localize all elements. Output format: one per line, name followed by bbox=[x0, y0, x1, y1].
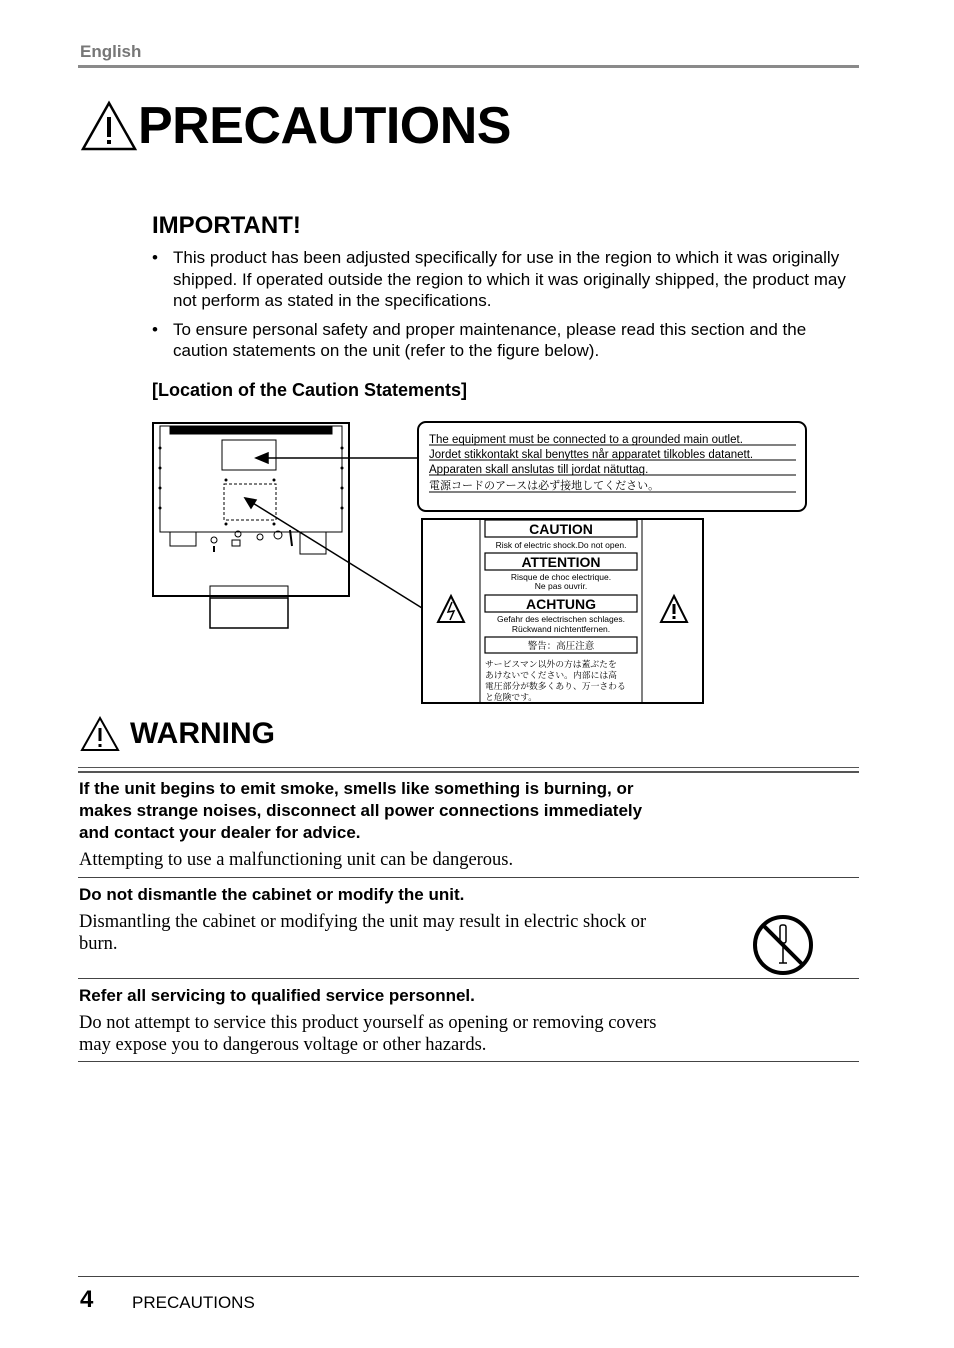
warning-item-2-title: Do not dismantle the cabinet or modify the unit. bbox=[79, 885, 465, 904]
footer-rule bbox=[78, 1276, 859, 1277]
achtung-text-1: Gefahr des electrischen schlages. bbox=[496, 614, 626, 624]
header-rule bbox=[78, 65, 859, 68]
page-title: PRECAUTIONS bbox=[138, 97, 511, 155]
bullet-glyph: • bbox=[152, 248, 158, 267]
caution-location-diagram bbox=[150, 418, 810, 708]
warning-item-3-title: Refer all servicing to qualified service personnel. bbox=[79, 986, 475, 1005]
bullet-glyph: • bbox=[152, 319, 158, 339]
attention-text-1: Risque de choc electrique. bbox=[510, 572, 612, 582]
body-line: Dismantling the cabinet or modifying the unit may result in electric shock or bbox=[79, 912, 647, 932]
divider bbox=[78, 978, 859, 979]
attention-title: ATTENTION bbox=[521, 554, 601, 570]
electric-shock-icon bbox=[438, 596, 464, 622]
grounding-line-4: 電源コードのアースは必ず接地してください。 bbox=[429, 480, 660, 492]
warning-item-1-title bbox=[79, 778, 709, 844]
bullet-text: To ensure personal safety and proper maintenance, please read this section and the caution statements on the unit (refer to the figure below). bbox=[173, 319, 807, 360]
list-item bbox=[152, 319, 864, 362]
no-disassembly-icon bbox=[751, 913, 815, 977]
jp-text-4: と危険です。 bbox=[485, 692, 538, 702]
footer-section-label: PRECAUTIONS bbox=[132, 1293, 255, 1312]
grounding-label bbox=[418, 422, 806, 511]
warning-heading-row bbox=[80, 716, 275, 752]
warning-double-rule bbox=[78, 767, 859, 773]
warning-triangle-icon bbox=[80, 100, 138, 152]
warning-triangle-icon bbox=[80, 716, 120, 752]
warning-item-3-body bbox=[79, 1012, 739, 1056]
page-number: 4 bbox=[80, 1286, 94, 1313]
location-heading: [Location of the Caution Statements] bbox=[152, 380, 467, 400]
grounding-line-1: The equipment must be connected to a grounded main outlet. bbox=[429, 434, 743, 446]
body-line: Do not attempt to service this product yourself as opening or removing covers bbox=[79, 1013, 657, 1033]
title-line: and contact your dealer for advice. bbox=[79, 823, 361, 842]
grounding-line-2: Jordet stikkontakt skal benyttes når apparatet tilkobles datanett. bbox=[429, 449, 754, 461]
page-title-row bbox=[80, 94, 511, 158]
jp-warning: 警告：高圧注意 bbox=[527, 641, 595, 652]
warning-item-1-body: Attempting to use a malfunctioning unit can be dangerous. bbox=[79, 850, 514, 870]
pointer-lines bbox=[245, 453, 422, 608]
list-item bbox=[152, 247, 864, 312]
body-line: burn. bbox=[79, 934, 118, 954]
monitor-back-illustration bbox=[153, 423, 349, 628]
achtung-title: ACHTUNG bbox=[526, 596, 596, 612]
warning-heading: WARNING bbox=[130, 717, 275, 750]
jp-text-1: サービスマン以外の方は蓋ぶたを bbox=[485, 659, 617, 669]
divider bbox=[78, 877, 859, 878]
caution-title: CAUTION bbox=[529, 521, 593, 537]
caution-text: Risk of electric shock.Do not open. bbox=[495, 540, 627, 550]
grounding-line-3: Apparaten skall anslutas till jordat nätuttag. bbox=[429, 464, 649, 476]
divider bbox=[78, 1061, 859, 1062]
jp-text-2: あけないでください。内部には高 bbox=[485, 670, 617, 680]
title-line: If the unit begins to emit smoke, smells like something is burning, or bbox=[79, 779, 634, 798]
important-list bbox=[152, 247, 864, 369]
language-label: English bbox=[80, 42, 142, 61]
body-line: may expose you to dangerous voltage or other hazards. bbox=[79, 1035, 487, 1055]
achtung-text-2: Rückwand nichtentfernen. bbox=[511, 624, 611, 634]
bullet-text: This product has been adjusted specifically for use in the region to which it was originally shipped. If operated outside the region to which it was originally shipped, the product may not perform as stated in the specifications. bbox=[173, 248, 846, 310]
title-line: makes strange noises, disconnect all power connections immediately bbox=[79, 801, 643, 820]
important-heading: IMPORTANT! bbox=[152, 212, 301, 239]
jp-text-3: 電圧部分が数多くあり、万一さわる bbox=[485, 681, 626, 691]
attention-text-2: Ne pas ouvrir. bbox=[534, 581, 588, 591]
warning-item-2-body bbox=[79, 911, 719, 955]
caution-label bbox=[422, 519, 703, 703]
warning-triangle-icon bbox=[661, 596, 687, 622]
